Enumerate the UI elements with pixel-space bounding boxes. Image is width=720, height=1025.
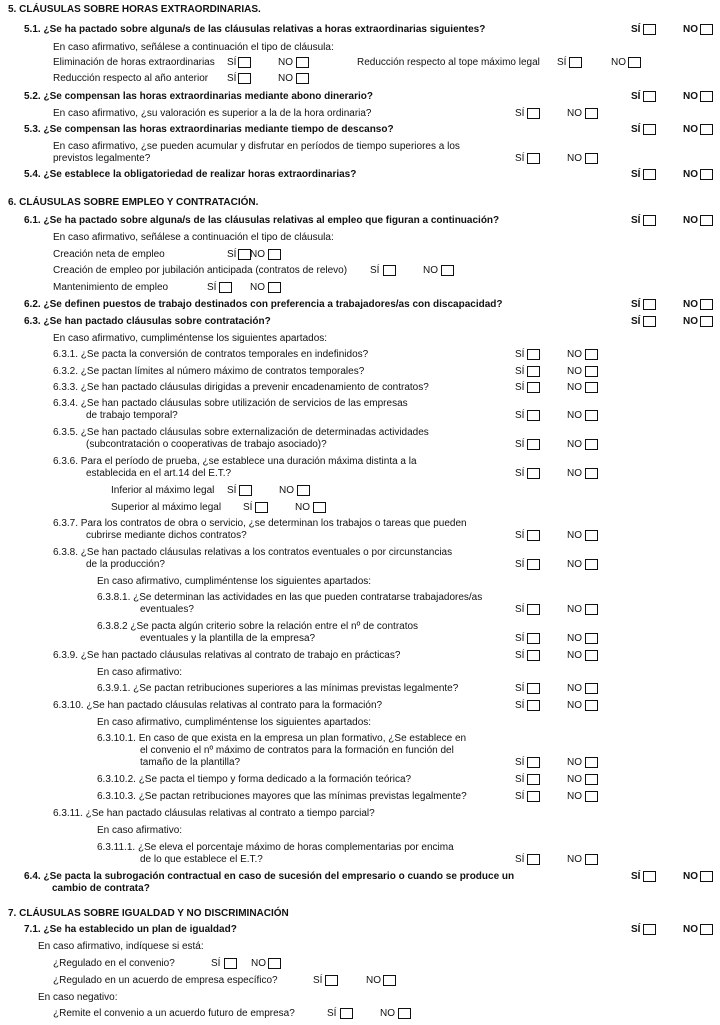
no-label: NO: [683, 169, 698, 180]
question-6-3-10-1-line2: el convenio el nº máximo de contratos para la formación en función del: [140, 745, 454, 756]
si-checkbox[interactable]: [527, 854, 540, 865]
no-checkbox[interactable]: [585, 108, 598, 119]
si-label: SÍ: [515, 439, 525, 450]
question-6-3-7-line2: cubrirse mediante dichos contratos?: [86, 530, 247, 541]
si-label: SÍ: [515, 700, 525, 711]
si-checkbox[interactable]: [643, 871, 656, 882]
si-label: SÍ: [515, 349, 525, 360]
section-7-title: 7. CLÁUSULAS SOBRE IGUALDAD Y NO DISCRIMINACIÓN: [8, 908, 289, 919]
question-5-4: 5.4. ¿Se establece la obligatoriedad de realizar horas extraordinarias?: [24, 169, 357, 180]
option-inferior-maximo: Inferior al máximo legal: [111, 485, 215, 496]
no-label: NO: [567, 410, 582, 421]
question-7-1-sub-afirmativo: En caso afirmativo, indíquese si está:: [38, 941, 204, 952]
question-6-3-10: 6.3.10. ¿Se han pactado cláusulas relativas al contrato para la formación?: [53, 700, 383, 711]
si-checkbox[interactable]: [383, 265, 396, 276]
question-7-1: 7.1. ¿Se ha establecido un plan de igualdad?: [24, 924, 237, 935]
question-5-3: 5.3. ¿Se compensan las horas extraordinarias mediante tiempo de descanso?: [24, 124, 394, 135]
option-superior-maximo: Superior al máximo legal: [111, 502, 222, 513]
si-label: SÍ: [515, 633, 525, 644]
si-label: SÍ: [631, 215, 641, 226]
si-checkbox[interactable]: [643, 24, 656, 35]
no-checkbox[interactable]: [585, 650, 598, 661]
si-label: SÍ: [631, 924, 641, 935]
no-checkbox[interactable]: [383, 975, 396, 986]
no-label: NO: [683, 924, 698, 935]
no-checkbox[interactable]: [700, 924, 713, 935]
si-label: SÍ: [515, 382, 525, 393]
no-label: NO: [567, 650, 582, 661]
si-checkbox[interactable]: [643, 91, 656, 102]
no-label: NO: [278, 57, 293, 68]
si-label: SÍ: [631, 24, 641, 35]
no-label: NO: [567, 468, 582, 479]
question-5-1-sub: En caso afirmativo, señálese a continuación el tipo de cláusula:: [53, 42, 334, 53]
si-label: SÍ: [211, 958, 221, 969]
question-5-1: 5.1. ¿Se ha pactado sobre alguna/s de las cláusulas relativas a horas extraordinarias siguientes?: [24, 24, 486, 35]
si-checkbox[interactable]: [643, 215, 656, 226]
no-checkbox[interactable]: [700, 169, 713, 180]
question-6-3-5-line2: (subcontratación o cooperativas de trabajo asociado)?: [86, 439, 327, 450]
option-regulado-acuerdo: ¿Regulado en un acuerdo de empresa específico?: [53, 975, 278, 986]
question-6-3-11-1-line1: 6.3.11.1. ¿Se eleva el porcentaje máximo de horas complementarias por encima: [97, 842, 454, 853]
no-checkbox[interactable]: [585, 530, 598, 541]
question-6-4-line1: 6.4. ¿Se pacta la subrogación contractual en caso de sucesión del empresario o cuando se produce un: [24, 871, 515, 882]
si-checkbox[interactable]: [527, 439, 540, 450]
question-6-3-6-line1: 6.3.6. Para el período de prueba, ¿se establece una duración máxima distinta a la: [53, 456, 417, 467]
si-checkbox[interactable]: [643, 124, 656, 135]
si-label: SÍ: [631, 299, 641, 310]
si-checkbox[interactable]: [527, 530, 540, 541]
si-checkbox[interactable]: [527, 468, 540, 479]
no-checkbox[interactable]: [585, 700, 598, 711]
no-label: NO: [567, 700, 582, 711]
si-label: SÍ: [515, 366, 525, 377]
question-6-3-9-1: 6.3.9.1. ¿Se pactan retribuciones superiores a las mínimas previstas legalmente?: [97, 683, 459, 694]
option-mantenimiento: Mantenimiento de empleo: [53, 282, 169, 293]
si-checkbox[interactable]: [643, 316, 656, 327]
si-checkbox[interactable]: [527, 774, 540, 785]
no-label: NO: [567, 559, 582, 570]
no-label: NO: [567, 791, 582, 802]
no-checkbox[interactable]: [700, 871, 713, 882]
si-label: SÍ: [515, 410, 525, 421]
no-label: NO: [278, 73, 293, 84]
question-6-3-11: 6.3.11. ¿Se han pactado cláusulas relativas al contrato a tiempo parcial?: [53, 808, 375, 819]
no-label: NO: [567, 382, 582, 393]
option-reduccion-anio: Reducción respecto al año anterior: [53, 73, 209, 84]
no-checkbox[interactable]: [585, 604, 598, 615]
question-6-3: 6.3. ¿Se han pactado cláusulas sobre contratación?: [24, 316, 271, 327]
no-checkbox[interactable]: [585, 757, 598, 768]
si-label: SÍ: [631, 169, 641, 180]
section-6-title: 6. CLÁUSULAS SOBRE EMPLEO Y CONTRATACIÓN.: [8, 197, 259, 208]
no-checkbox[interactable]: [585, 468, 598, 479]
no-checkbox[interactable]: [297, 485, 310, 496]
question-6-3-9-sub: En caso afirmativo:: [97, 667, 183, 678]
no-label: NO: [567, 633, 582, 644]
si-checkbox[interactable]: [527, 410, 540, 421]
question-6-3-8-sub: En caso afirmativo, cumpliméntense los siguientes apartados:: [97, 576, 372, 587]
no-checkbox[interactable]: [441, 265, 454, 276]
no-checkbox[interactable]: [585, 683, 598, 694]
si-label: SÍ: [313, 975, 323, 986]
si-checkbox[interactable]: [527, 757, 540, 768]
question-6-3-8-2-line2: eventuales y la plantilla de la empresa?: [140, 633, 316, 644]
option-eliminacion: Eliminación de horas extraordinarias: [53, 57, 215, 68]
question-6-3-10-3: 6.3.10.3. ¿Se pactan retribuciones mayores que las mínimas previstas legalmente?: [97, 791, 467, 802]
no-label: NO: [250, 282, 265, 293]
si-checkbox[interactable]: [643, 924, 656, 935]
no-label: NO: [423, 265, 438, 276]
option-reduccion-tope: Reducción respecto al tope máximo legal: [357, 57, 540, 68]
question-6-1: 6.1. ¿Se ha pactado sobre alguna/s de las cláusulas relativas al empleo que figuran a continuación?: [24, 215, 500, 226]
no-label: NO: [250, 249, 265, 260]
no-label: NO: [683, 871, 698, 882]
si-label: SÍ: [227, 249, 237, 260]
si-label: SÍ: [515, 559, 525, 570]
question-6-3-3: 6.3.3. ¿Se han pactado cláusulas dirigidas a prevenir encadenamiento de contratos?: [53, 382, 429, 393]
si-checkbox[interactable]: [527, 349, 540, 360]
no-checkbox[interactable]: [700, 215, 713, 226]
question-5-3-sub-line1: En caso afirmativo, ¿se pueden acumular y disfrutar en períodos de tiempo superiores a los: [53, 141, 460, 152]
no-label: NO: [683, 299, 698, 310]
si-checkbox[interactable]: [255, 502, 268, 513]
no-checkbox[interactable]: [398, 1008, 411, 1019]
si-label: SÍ: [515, 468, 525, 479]
question-5-3-sub-line2: previstos legalmente?: [53, 153, 151, 164]
si-checkbox[interactable]: [527, 153, 540, 164]
no-checkbox[interactable]: [268, 958, 281, 969]
question-6-3-10-1-line1: 6.3.10.1. En caso de que exista en la empresa un plan formativo, ¿Se establece en: [97, 733, 467, 744]
si-label: SÍ: [227, 57, 237, 68]
no-checkbox[interactable]: [585, 410, 598, 421]
no-label: NO: [567, 854, 582, 865]
no-label: NO: [683, 316, 698, 327]
si-checkbox[interactable]: [527, 650, 540, 661]
si-checkbox[interactable]: [527, 108, 540, 119]
no-checkbox[interactable]: [700, 299, 713, 310]
question-6-4-line2: cambio de contrata?: [52, 883, 150, 894]
no-label: NO: [567, 366, 582, 377]
no-label: NO: [683, 24, 698, 35]
si-label: SÍ: [515, 774, 525, 785]
no-checkbox[interactable]: [296, 57, 309, 68]
question-6-3-sub: En caso afirmativo, cumpliméntense los siguientes apartados:: [53, 333, 328, 344]
si-checkbox[interactable]: [527, 382, 540, 393]
no-label: NO: [611, 57, 626, 68]
question-6-3-10-sub: En caso afirmativo, cumpliméntense los siguientes apartados:: [97, 717, 372, 728]
si-label: SÍ: [370, 265, 380, 276]
section-5-title: 5. CLÁUSULAS SOBRE HORAS EXTRAORDINARIAS.: [8, 4, 261, 15]
no-checkbox[interactable]: [700, 124, 713, 135]
no-checkbox[interactable]: [585, 439, 598, 450]
no-label: NO: [683, 215, 698, 226]
si-checkbox[interactable]: [527, 633, 540, 644]
si-checkbox[interactable]: [527, 791, 540, 802]
no-label: NO: [366, 975, 381, 986]
no-label: NO: [567, 774, 582, 785]
si-label: SÍ: [243, 502, 253, 513]
no-checkbox[interactable]: [700, 91, 713, 102]
si-checkbox[interactable]: [527, 604, 540, 615]
no-label: NO: [279, 485, 294, 496]
si-checkbox[interactable]: [239, 485, 252, 496]
no-label: NO: [567, 683, 582, 694]
option-creacion-neta: Creación neta de empleo: [53, 249, 165, 260]
question-6-3-1: 6.3.1. ¿Se pacta la conversión de contratos temporales en indefinidos?: [53, 349, 369, 360]
question-6-3-5-line1: 6.3.5. ¿Se han pactado cláusulas sobre externalización de determinadas actividades: [53, 427, 429, 438]
si-label: SÍ: [631, 91, 641, 102]
no-checkbox[interactable]: [585, 382, 598, 393]
si-label: SÍ: [515, 854, 525, 865]
option-jubilacion: Creación de empleo por jubilación anticipada (contratos de relevo): [53, 265, 348, 276]
si-label: SÍ: [227, 485, 237, 496]
si-checkbox[interactable]: [527, 366, 540, 377]
si-checkbox[interactable]: [643, 299, 656, 310]
no-label: NO: [567, 530, 582, 541]
no-checkbox[interactable]: [585, 366, 598, 377]
question-6-3-8-1-line2: eventuales?: [140, 604, 194, 615]
question-6-3-10-2: 6.3.10.2. ¿Se pacta el tiempo y forma dedicado a la formación teórica?: [97, 774, 412, 785]
no-label: NO: [567, 757, 582, 768]
si-checkbox[interactable]: [224, 958, 237, 969]
question-6-3-4-line2: de trabajo temporal?: [86, 410, 178, 421]
si-checkbox[interactable]: [219, 282, 232, 293]
no-checkbox[interactable]: [268, 249, 281, 260]
question-6-3-6-line2: establecida en el art.14 del E.T.?: [86, 468, 232, 479]
question-6-3-8-line2: de la producción?: [86, 559, 165, 570]
no-checkbox[interactable]: [585, 349, 598, 360]
question-7-1-sub-negativo: En caso negativo:: [38, 992, 118, 1003]
question-6-3-8-2-line1: 6.3.8.2 ¿Se pacta algún criterio sobre la relación entre el nº de contratos: [97, 621, 419, 632]
question-5-2: 5.2. ¿Se compensan las horas extraordinarias mediante abono dinerario?: [24, 91, 373, 102]
question-6-3-7-line1: 6.3.7. Para los contratos de obra o servicio, ¿se determinan los trabajos o tareas que pueden: [53, 518, 467, 529]
question-6-3-11-sub: En caso afirmativo:: [97, 825, 183, 836]
no-checkbox[interactable]: [628, 57, 641, 68]
si-label: SÍ: [227, 73, 237, 84]
no-label: NO: [251, 958, 266, 969]
si-checkbox[interactable]: [238, 73, 251, 84]
si-label: SÍ: [515, 683, 525, 694]
si-checkbox[interactable]: [527, 559, 540, 570]
question-6-3-9: 6.3.9. ¿Se han pactado cláusulas relativas al contrato de trabajo en prácticas?: [53, 650, 401, 661]
si-label: SÍ: [207, 282, 217, 293]
option-regulado-convenio: ¿Regulado en el convenio?: [53, 958, 175, 969]
question-6-3-4-line1: 6.3.4. ¿Se han pactado cláusulas sobre utilización de servicios de las empresas: [53, 398, 408, 409]
si-checkbox[interactable]: [340, 1008, 353, 1019]
si-label: SÍ: [631, 316, 641, 327]
no-label: NO: [567, 153, 582, 164]
si-label: SÍ: [557, 57, 567, 68]
si-checkbox[interactable]: [527, 700, 540, 711]
si-checkbox[interactable]: [325, 975, 338, 986]
question-6-3-8-1-line1: 6.3.8.1. ¿Se determinan las actividades en las que pueden contratarse trabajadores/as: [97, 592, 483, 603]
no-checkbox[interactable]: [700, 316, 713, 327]
si-label: SÍ: [515, 153, 525, 164]
no-label: NO: [295, 502, 310, 513]
no-checkbox[interactable]: [585, 854, 598, 865]
no-checkbox[interactable]: [268, 282, 281, 293]
option-remite-acuerdo: ¿Remite el convenio a un acuerdo futuro de empresa?: [53, 1008, 295, 1019]
no-label: NO: [683, 124, 698, 135]
si-label: SÍ: [515, 108, 525, 119]
no-checkbox[interactable]: [585, 559, 598, 570]
question-6-3-10-1-line3: tamaño de la plantilla?: [140, 757, 241, 768]
si-checkbox[interactable]: [527, 683, 540, 694]
si-checkbox[interactable]: [569, 57, 582, 68]
no-label: NO: [380, 1008, 395, 1019]
si-checkbox[interactable]: [238, 57, 251, 68]
question-6-1-sub: En caso afirmativo, señálese a continuación el tipo de cláusula:: [53, 232, 334, 243]
no-checkbox[interactable]: [585, 774, 598, 785]
si-label: SÍ: [515, 650, 525, 661]
no-label: NO: [567, 604, 582, 615]
question-6-3-8-line1: 6.3.8. ¿Se han pactado cláusulas relativas a los contratos eventuales o por circunstancias: [53, 547, 453, 558]
no-checkbox[interactable]: [585, 153, 598, 164]
no-checkbox[interactable]: [585, 791, 598, 802]
si-label: SÍ: [327, 1008, 337, 1019]
no-checkbox[interactable]: [313, 502, 326, 513]
no-label: NO: [567, 439, 582, 450]
no-label: NO: [567, 108, 582, 119]
no-checkbox[interactable]: [585, 633, 598, 644]
si-label: SÍ: [515, 791, 525, 802]
si-checkbox[interactable]: [643, 169, 656, 180]
si-label: SÍ: [631, 871, 641, 882]
question-5-2-sub: En caso afirmativo, ¿su valoración es superior a la de la hora ordinaria?: [53, 108, 372, 119]
si-label: SÍ: [515, 530, 525, 541]
si-label: SÍ: [515, 757, 525, 768]
no-label: NO: [567, 349, 582, 360]
si-label: SÍ: [515, 604, 525, 615]
question-6-3-2: 6.3.2. ¿Se pactan límites al número máximo de contratos temporales?: [53, 366, 365, 377]
no-checkbox[interactable]: [700, 24, 713, 35]
no-label: NO: [683, 91, 698, 102]
no-checkbox[interactable]: [296, 73, 309, 84]
question-6-3-11-1-line2: de lo que establece el E.T.?: [140, 854, 263, 865]
si-label: SÍ: [631, 124, 641, 135]
question-6-2: 6.2. ¿Se definen puestos de trabajo destinados con preferencia a trabajadores/as con discapacidad?: [24, 299, 503, 310]
